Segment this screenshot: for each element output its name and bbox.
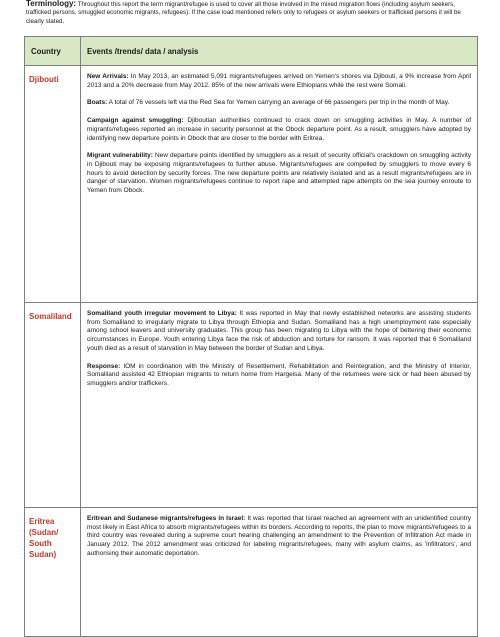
paragraph-campaign-against-smuggling: [87, 117, 471, 143]
paragraph-text: It was reported that Israel reached an agreement with an unidentified country most likely in East Africa to absorb migrants/refugees within its borders. According to reports, the plan to move migrants/refugees to a third country was revealed during a supreme court hearing challenging an amendment to the Prevention of Infiltration Act made in January 2012. The 2012 amendment was criticized for labeling migrants/refugees, many with asylum claims, as 'infiltrators', and authorising their automatic deportation.: [87, 515, 472, 557]
paragraph-text: A total of 76 vessels left via the Red Sea for Yemen carrying an average of 66 passengers per trip in the month of May.: [107, 99, 450, 107]
paragraph-heading: New Arrivals:: [87, 73, 129, 80]
paragraph-migrants-in-israel: [87, 515, 471, 559]
paragraph-response: [87, 363, 471, 389]
table-row-eritrea: [25, 508, 478, 637]
table-row-djibouti: [25, 66, 478, 303]
table-header-row: [25, 37, 478, 66]
country-cell-somaliland: Somaliland: [25, 303, 81, 508]
paragraph-text: IOM in coordination with the Ministry of Resettlement, Rehabilitation and Reintegration, and the Ministry of Interior, Somaliland assisted 42 Ethiopian migrants to return home from Hargeisa. Many of the returnees were sick or had been abused by smugglers and/or traffickers.: [87, 362, 471, 387]
migration-events-table: [24, 36, 478, 637]
events-cell-eritrea: [81, 508, 478, 637]
paragraph-heading: Response:: [87, 362, 121, 370]
terminology-text: Throughout this report the term migrant/refugee is used to cover all those involved in the mixed migration flows (including asylum seekers, trafficked persons, smuggled economic migrants, refugees). If the case load mentioned refers only to refugees or asylum seekers or trafficked persons it will be clearly stated.: [26, 1, 461, 25]
paragraph-text: It was reported in May that newly established networks are assisting students from Somaliland to irregularly migrate to Libya through Ethiopia and Sudan. Somaliland has a high unemployment rate especially among school leavers and university graduates. This group has been migrating to Libya with the hope of bettering their economic circumstances in Europe. Youth entering Libya face the risk of abduction and torture for ransom. It was reported that 6 Somaliland youth died as a result of starvation in May between the border of Sudan and Libya.: [87, 310, 472, 352]
events-column-header: Events /trends/ data / analysis: [81, 37, 478, 66]
paragraph-migrant-vulnerability: [87, 152, 471, 196]
paragraph-heading: Boats:: [87, 99, 108, 107]
paragraph-boats: [87, 99, 471, 108]
paragraph-youth-irregular-movement: [87, 310, 471, 354]
country-cell-djibouti: Djibouti: [25, 66, 81, 303]
paragraph-text: In May 2013, an estimated 5,091 migrants/refugees arrived on Yemen's shores via Djibouti, a 9% increase from April 2013 and a 20% decrease from May 2012. 85% of the new arrivals were Ethiopians while the rest were Somali.: [87, 73, 471, 89]
paragraph-heading: Migrant vulnerability:: [87, 152, 153, 160]
country-cell-eritrea: Eritrea (Sudan/ South Sudan): [25, 508, 81, 637]
events-cell-somaliland: [81, 303, 478, 508]
terminology-note: [26, 0, 476, 26]
paragraph-text: Djiboutian authorities continued to crack down on smuggling activities in May. A number of migrants/refugees reported an increase in security personnel at the Obock departure point. As a result, smugglers have adopted by identifying new departure points in Obock that are closer to the border with Eritrea.: [87, 117, 471, 142]
paragraph-text: New departure points identified by smugglers as a result of security official's crackdown on smuggling activity in Djibouti may be exposing migrants/refugees to further abuse. Migrants/refugees are compelled by smugglers to move every 6 hours to avoid detection by security forces. The new departure points are relatively isolated and as a result migrants/refugees are in danger of starvation. Women migrants/refugees continue to report rape and attempted rape attempts on the sea journey enroute to Yemen from Obock.: [87, 152, 472, 195]
terminology-label: Terminology:: [26, 0, 77, 8]
events-cell-djibouti: [81, 66, 478, 303]
paragraph-heading: Somaliland youth irregular movement to Libya:: [87, 310, 237, 317]
paragraph-heading: Campaign against smuggling:: [87, 117, 184, 125]
table-row-somaliland: [25, 303, 478, 508]
paragraph-heading: Eritrean and Sudanese migrants/refugees in Israel:: [87, 515, 246, 522]
country-column-header: Country: [25, 37, 81, 66]
paragraph-new-arrivals: [87, 73, 471, 90]
